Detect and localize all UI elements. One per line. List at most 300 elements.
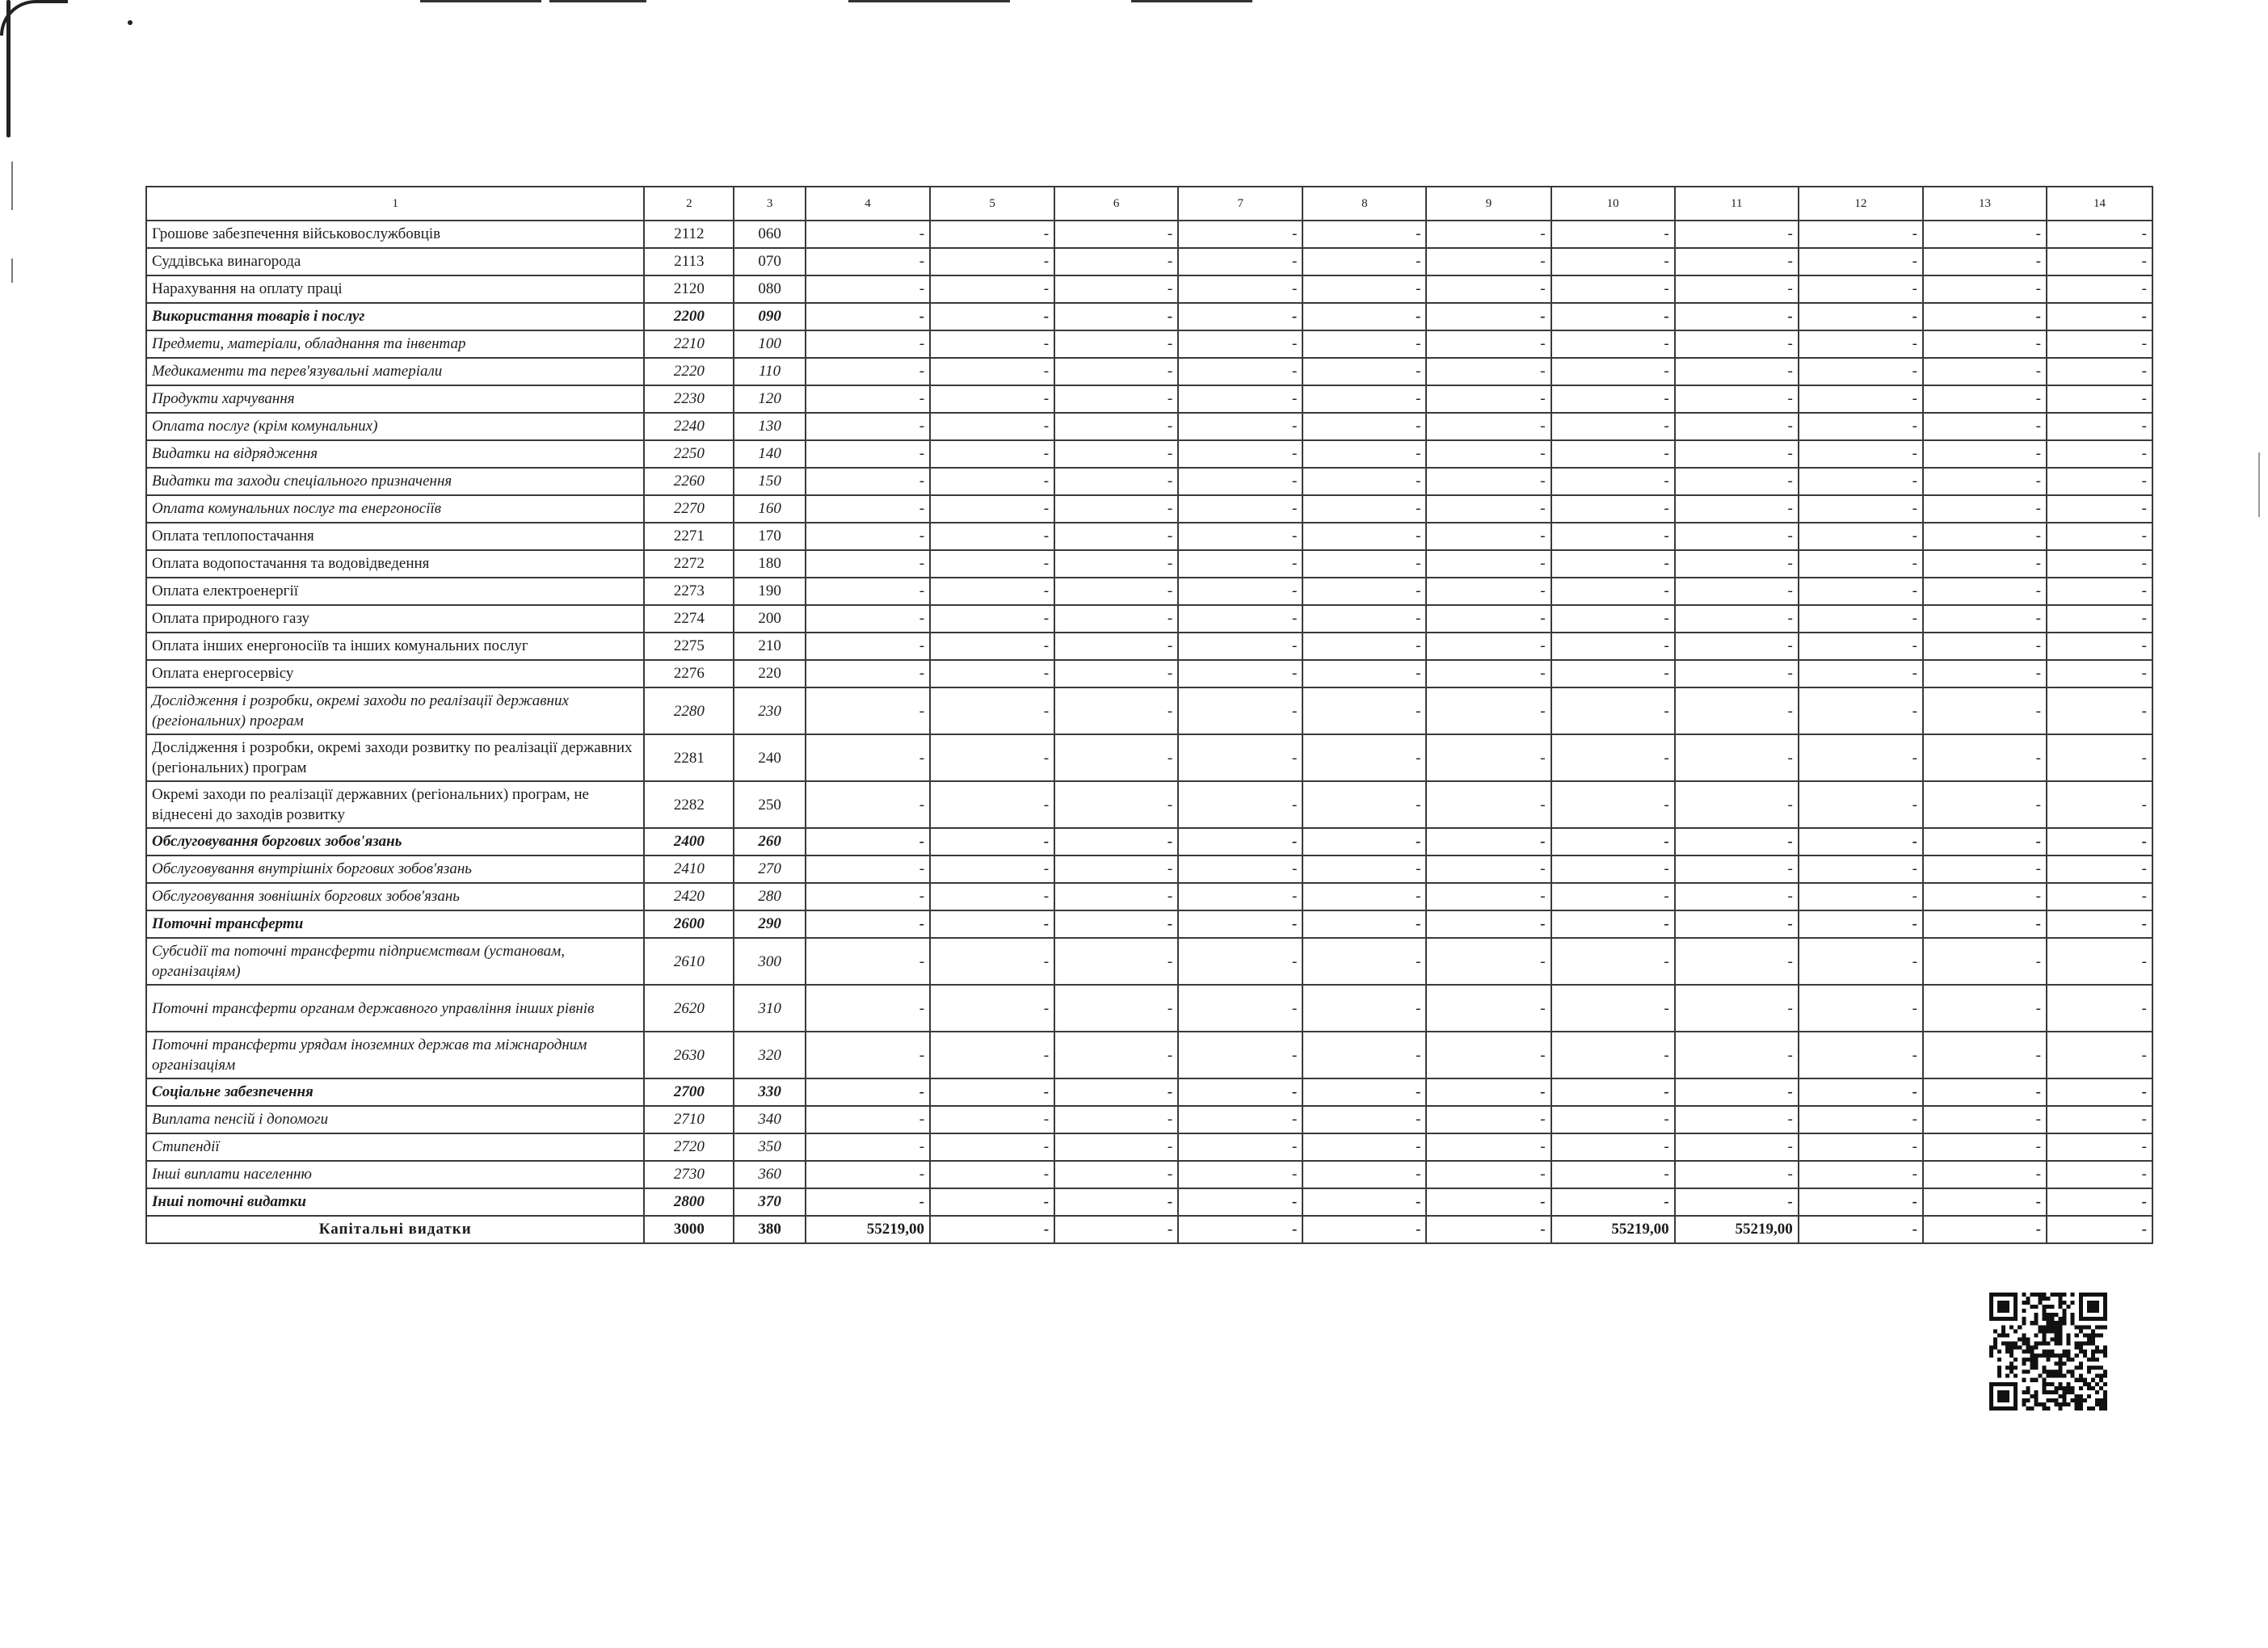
qr-module: [2030, 1305, 2034, 1309]
value-cell: -: [1054, 985, 1178, 1032]
value-cell: -: [1551, 221, 1675, 248]
qr-module: [2034, 1354, 2038, 1358]
value-cell: -: [1923, 633, 2047, 660]
value-cell: -: [1675, 1161, 1799, 1188]
value-cell: -: [930, 550, 1054, 578]
value-cell: -: [1551, 440, 1675, 468]
value-cell: -: [930, 440, 1054, 468]
expenditure-table: [145, 186, 2153, 1244]
value-cell: -: [2047, 413, 2152, 440]
qr-module: [2022, 1301, 2026, 1305]
value-cell: -: [1799, 495, 1923, 523]
value-cell: -: [930, 1188, 1054, 1216]
qr-module: [2030, 1358, 2034, 1362]
value-cell: -: [1178, 1032, 1302, 1078]
value-cell: -: [1054, 1216, 1178, 1243]
value-cell: -: [1426, 1078, 1551, 1106]
value-cell: -: [1923, 413, 2047, 440]
value-cell: -: [1302, 275, 1426, 303]
qr-module: [2046, 1398, 2050, 1402]
value-cell: -: [930, 413, 1054, 440]
qr-module: [2083, 1354, 2087, 1358]
value-cell: -: [1923, 330, 2047, 358]
qr-module: [2103, 1349, 2107, 1353]
value-cell: -: [1675, 1032, 1799, 1078]
value-cell: -: [1426, 910, 1551, 938]
value-cell: -: [1054, 413, 1178, 440]
qr-module: [2051, 1390, 2055, 1394]
value-cell: -: [2047, 1188, 2152, 1216]
row-name-cell: Предмети, матеріали, обладнання та інвентар: [146, 330, 644, 358]
qr-module: [2038, 1325, 2042, 1329]
qr-module: [2067, 1341, 2071, 1345]
qr-module: [2051, 1325, 2055, 1329]
value-cell: -: [1551, 856, 1675, 883]
value-cell: -: [1426, 385, 1551, 413]
value-cell: -: [1799, 578, 1923, 605]
value-cell: -: [1054, 856, 1178, 883]
value-cell: -: [1178, 221, 1302, 248]
value-cell: -: [1923, 781, 2047, 828]
row-name-cell: Використання товарів і послуг: [146, 303, 644, 330]
value-cell: -: [1054, 1161, 1178, 1188]
qr-module: [2055, 1293, 2059, 1297]
value-cell: -: [1178, 330, 1302, 358]
qr-module: [2087, 1406, 2091, 1410]
qr-module: [2042, 1337, 2046, 1341]
value-cell: -: [1054, 883, 1178, 910]
value-cell: -: [806, 781, 930, 828]
qr-module: [2051, 1349, 2055, 1353]
value-cell: -: [1675, 856, 1799, 883]
value-cell: -: [1923, 275, 2047, 303]
table-row: [146, 248, 2152, 275]
value-cell: -: [1426, 938, 1551, 985]
qr-module: [2038, 1341, 2042, 1345]
column-number-header: 12: [1799, 187, 1923, 221]
value-cell: -: [1054, 468, 1178, 495]
qr-module: [2087, 1333, 2091, 1337]
row-name-cell: Видатки на відрядження: [146, 440, 644, 468]
value-cell: -: [1799, 275, 1923, 303]
qr-module: [2091, 1406, 2095, 1410]
table-row: [146, 440, 2152, 468]
value-cell: -: [2047, 781, 2152, 828]
value-cell: -: [806, 330, 930, 358]
qr-module: [2083, 1333, 2087, 1337]
value-cell: -: [1923, 1216, 2047, 1243]
value-cell: -: [1675, 468, 1799, 495]
qr-module: [2083, 1325, 2087, 1329]
qr-module: [2046, 1406, 2050, 1410]
value-cell: -: [1551, 1032, 1675, 1078]
qr-module: [2034, 1378, 2038, 1382]
value-cell: -: [1923, 358, 2047, 385]
qr-module: [2063, 1301, 2067, 1305]
line-code-cell: 210: [734, 633, 806, 660]
column-number-header: 1: [146, 187, 644, 221]
value-cell: -: [930, 330, 1054, 358]
qr-module: [2079, 1345, 2083, 1349]
value-cell: -: [930, 523, 1054, 550]
value-cell: -: [806, 1188, 930, 1216]
qr-module: [2079, 1402, 2083, 1406]
kekv-code-cell: 2282: [644, 781, 734, 828]
value-cell: -: [1054, 1078, 1178, 1106]
qr-module: [2055, 1374, 2059, 1378]
qr-module: [2083, 1378, 2087, 1382]
table-row: [146, 1032, 2152, 1078]
value-cell: -: [2047, 1161, 2152, 1188]
qr-module: [2099, 1374, 2103, 1378]
value-cell: -: [2047, 221, 2152, 248]
value-cell: -: [1178, 385, 1302, 413]
qr-module: [2038, 1301, 2042, 1305]
value-cell: -: [806, 275, 930, 303]
qr-module: [2026, 1370, 2030, 1374]
value-cell: -: [1675, 413, 1799, 440]
qr-module: [2059, 1374, 2063, 1378]
qr-module: [2099, 1378, 2103, 1382]
value-cell: -: [1551, 495, 1675, 523]
row-name-cell: Оплата водопостачання та водовідведення: [146, 550, 644, 578]
value-cell: -: [2047, 883, 2152, 910]
row-name-cell: Обслуговування внутрішніх боргових зобов'язань: [146, 856, 644, 883]
qr-module: [2042, 1382, 2046, 1386]
qr-module: [2026, 1349, 2030, 1353]
value-cell: -: [1302, 385, 1426, 413]
value-cell: -: [806, 910, 930, 938]
value-cell: -: [930, 495, 1054, 523]
value-cell: -: [1054, 495, 1178, 523]
value-cell: -: [806, 385, 930, 413]
value-cell: -: [1551, 985, 1675, 1032]
row-name-cell: Оплата теплопостачання: [146, 523, 644, 550]
qr-module: [2055, 1362, 2059, 1366]
kekv-code-cell: 2610: [644, 938, 734, 985]
qr-module: [2067, 1370, 2071, 1374]
qr-module: [2079, 1394, 2083, 1398]
qr-module: [2063, 1309, 2067, 1313]
qr-module: [2055, 1333, 2059, 1337]
qr-module: [1993, 1345, 1997, 1349]
line-code-cell: 320: [734, 1032, 806, 1078]
value-cell: -: [1302, 1188, 1426, 1216]
qr-module: [2087, 1382, 2091, 1386]
qr-module: [2022, 1402, 2026, 1406]
table-row: [146, 605, 2152, 633]
value-cell: -: [1178, 358, 1302, 385]
value-cell: -: [930, 221, 1054, 248]
value-cell: -: [2047, 550, 2152, 578]
qr-module: [2009, 1345, 2013, 1349]
qr-module: [2046, 1329, 2050, 1333]
qr-module: [2046, 1354, 2050, 1358]
line-code-cell: 110: [734, 358, 806, 385]
table-row: [146, 578, 2152, 605]
value-cell: -: [1178, 687, 1302, 734]
value-cell: -: [930, 734, 1054, 781]
qr-module: [2095, 1345, 2099, 1349]
qr-module: [2034, 1305, 2038, 1309]
value-cell: -: [1302, 734, 1426, 781]
line-code-cell: 370: [734, 1188, 806, 1216]
value-cell: -: [1302, 358, 1426, 385]
value-cell: -: [806, 734, 930, 781]
column-number-header: 6: [1054, 187, 1178, 221]
kekv-code-cell: 2270: [644, 495, 734, 523]
qr-module: [2095, 1374, 2099, 1378]
qr-module: [2055, 1341, 2059, 1345]
value-cell: -: [1551, 413, 1675, 440]
value-cell: -: [1675, 985, 1799, 1032]
qr-module: [1989, 1345, 1993, 1349]
value-cell: -: [1551, 938, 1675, 985]
qr-module: [2075, 1325, 2079, 1329]
value-cell: -: [1675, 828, 1799, 856]
value-cell: -: [930, 1078, 1054, 1106]
qr-module: [1997, 1374, 2001, 1378]
value-cell: -: [2047, 275, 2152, 303]
qr-module: [2059, 1386, 2063, 1390]
qr-module: [2059, 1317, 2063, 1321]
value-cell: -: [1675, 605, 1799, 633]
qr-module: [2083, 1349, 2087, 1353]
value-cell: -: [1799, 828, 1923, 856]
qr-module: [2013, 1366, 2018, 1370]
value-cell: -: [1675, 1078, 1799, 1106]
qr-module: [2079, 1341, 2083, 1345]
qr-module: [2026, 1345, 2030, 1349]
qr-module: [2103, 1325, 2107, 1329]
value-cell: -: [1054, 358, 1178, 385]
line-code-cell: 090: [734, 303, 806, 330]
qr-module: [2059, 1341, 2063, 1345]
qr-module: [2095, 1325, 2099, 1329]
line-code-cell: 280: [734, 883, 806, 910]
kekv-code-cell: 2710: [644, 1106, 734, 1133]
value-cell: -: [1799, 385, 1923, 413]
value-cell: -: [1799, 633, 1923, 660]
qr-module: [2034, 1321, 2038, 1325]
qr-module: [2067, 1354, 2071, 1358]
value-cell: -: [1178, 985, 1302, 1032]
table-row: [146, 781, 2152, 828]
value-cell: -: [1551, 248, 1675, 275]
value-cell: -: [1178, 303, 1302, 330]
value-cell: -: [1923, 248, 2047, 275]
value-cell: -: [1054, 687, 1178, 734]
qr-module: [2051, 1382, 2055, 1386]
value-cell: -: [806, 248, 930, 275]
line-code-cell: 170: [734, 523, 806, 550]
row-name-cell: Оплата комунальних послуг та енергоносіїв: [146, 495, 644, 523]
line-code-cell: 230: [734, 687, 806, 734]
qr-module: [2034, 1362, 2038, 1366]
value-cell: -: [1675, 385, 1799, 413]
qr-module: [2075, 1366, 2079, 1370]
value-cell: -: [1923, 1106, 2047, 1133]
value-cell: -: [1799, 221, 1923, 248]
value-cell: -: [2047, 605, 2152, 633]
qr-module: [1997, 1358, 2001, 1362]
qr-module: [2071, 1398, 2075, 1402]
qr-module: [2046, 1305, 2050, 1309]
value-cell: -: [1923, 605, 2047, 633]
value-cell: -: [806, 660, 930, 687]
qr-module: [2095, 1349, 2099, 1353]
qr-module: [2099, 1406, 2103, 1410]
value-cell: -: [1178, 883, 1302, 910]
qr-module: [2091, 1337, 2095, 1341]
value-cell: -: [1799, 660, 1923, 687]
kekv-code-cell: 3000: [644, 1216, 734, 1243]
qr-module: [2091, 1354, 2095, 1358]
qr-module: [2099, 1349, 2103, 1353]
qr-module: [2095, 1366, 2099, 1370]
value-cell: -: [2047, 734, 2152, 781]
qr-module: [2034, 1317, 2038, 1321]
value-cell: -: [1923, 1133, 2047, 1161]
qr-module: [2099, 1366, 2103, 1370]
value-cell: -: [1799, 1188, 1923, 1216]
qr-module: [2042, 1297, 2046, 1301]
value-cell: -: [1675, 1188, 1799, 1216]
qr-module: [2042, 1341, 2046, 1345]
value-cell: -: [1923, 910, 2047, 938]
table-row: [146, 856, 2152, 883]
qr-module: [2059, 1370, 2063, 1374]
column-number-header: 4: [806, 187, 930, 221]
value-cell: -: [1302, 687, 1426, 734]
qr-module: [2059, 1406, 2063, 1410]
qr-module: [2059, 1366, 2063, 1370]
kekv-code-cell: 2700: [644, 1078, 734, 1106]
value-cell: -: [1551, 910, 1675, 938]
qr-module: [2103, 1354, 2107, 1358]
value-cell: -: [1302, 660, 1426, 687]
value-cell: -: [930, 385, 1054, 413]
value-cell: -: [1054, 1032, 1178, 1078]
qr-module: [2067, 1305, 2071, 1309]
qr-module: [2030, 1406, 2034, 1410]
value-cell: -: [930, 1106, 1054, 1133]
value-cell: -: [1799, 687, 1923, 734]
qr-module: [2063, 1394, 2067, 1398]
value-cell: -: [1551, 523, 1675, 550]
value-cell: -: [1178, 1078, 1302, 1106]
value-cell: -: [1302, 828, 1426, 856]
value-cell: -: [1054, 938, 1178, 985]
qr-module: [2022, 1333, 2026, 1337]
value-cell: -: [1799, 523, 1923, 550]
value-cell: -: [1923, 385, 2047, 413]
value-cell: -: [806, 687, 930, 734]
value-cell: -: [930, 687, 1054, 734]
value-cell: -: [930, 275, 1054, 303]
value-cell: -: [1551, 1078, 1675, 1106]
value-cell: -: [1178, 248, 1302, 275]
qr-module: [2001, 1341, 2005, 1345]
qr-module: [2009, 1349, 2013, 1353]
table-row: [146, 275, 2152, 303]
line-code-cell: 180: [734, 550, 806, 578]
qr-module: [2051, 1337, 2055, 1341]
row-name-cell: Поточні трансферти: [146, 910, 644, 938]
qr-module: [2034, 1293, 2038, 1297]
value-cell: -: [1551, 468, 1675, 495]
table-row: [146, 1188, 2152, 1216]
value-cell: -: [930, 468, 1054, 495]
value-cell: -: [1799, 413, 1923, 440]
value-cell: -: [2047, 468, 2152, 495]
qr-module: [2067, 1358, 2071, 1362]
value-cell: -: [1551, 385, 1675, 413]
value-cell: -: [1426, 1106, 1551, 1133]
value-cell: -: [1675, 1133, 1799, 1161]
value-cell: -: [1426, 1216, 1551, 1243]
value-cell: -: [1426, 523, 1551, 550]
qr-module: [2026, 1337, 2030, 1341]
qr-module: [2067, 1333, 2071, 1337]
column-number-header: 13: [1923, 187, 2047, 221]
value-cell: 55219,00: [1551, 1216, 1675, 1243]
qr-module: [2038, 1354, 2042, 1358]
line-code-cell: 300: [734, 938, 806, 985]
value-cell: -: [930, 660, 1054, 687]
qr-module: [2042, 1305, 2046, 1309]
value-cell: -: [1426, 660, 1551, 687]
value-cell: -: [1054, 1188, 1178, 1216]
qr-module: [2075, 1402, 2079, 1406]
value-cell: -: [930, 856, 1054, 883]
value-cell: -: [1799, 781, 1923, 828]
qr-module: [2009, 1362, 2013, 1366]
value-cell: -: [1054, 828, 1178, 856]
value-cell: -: [1178, 413, 1302, 440]
value-cell: -: [1923, 1078, 2047, 1106]
value-cell: -: [1178, 1133, 1302, 1161]
line-code-cell: 240: [734, 734, 806, 781]
value-cell: -: [2047, 358, 2152, 385]
qr-module: [2079, 1325, 2083, 1329]
qr-module: [2059, 1394, 2063, 1398]
qr-module: [2083, 1382, 2087, 1386]
value-cell: -: [1054, 734, 1178, 781]
kekv-code-cell: 2400: [644, 828, 734, 856]
qr-code: [1989, 1293, 2107, 1410]
kekv-code-cell: 2275: [644, 633, 734, 660]
value-cell: -: [1551, 1106, 1675, 1133]
qr-module: [2022, 1370, 2026, 1374]
qr-module: [2009, 1341, 2013, 1345]
qr-module: [2067, 1349, 2071, 1353]
qr-module: [2030, 1366, 2034, 1370]
value-cell: -: [806, 303, 930, 330]
qr-module: [2099, 1333, 2103, 1337]
row-name-cell: Соціальне забезпечення: [146, 1078, 644, 1106]
column-number-header: 3: [734, 187, 806, 221]
value-cell: 55219,00: [1675, 1216, 1799, 1243]
row-name-cell: Інші виплати населенню: [146, 1161, 644, 1188]
column-number-header: 14: [2047, 187, 2152, 221]
value-cell: -: [1799, 938, 1923, 985]
row-name-cell: Медикаменти та перев'язувальні матеріали: [146, 358, 644, 385]
table-row: [146, 883, 2152, 910]
kekv-code-cell: 2410: [644, 856, 734, 883]
qr-module: [2103, 1402, 2107, 1406]
row-name-cell: Оплата інших енергоносіїв та інших комунальних послуг: [146, 633, 644, 660]
